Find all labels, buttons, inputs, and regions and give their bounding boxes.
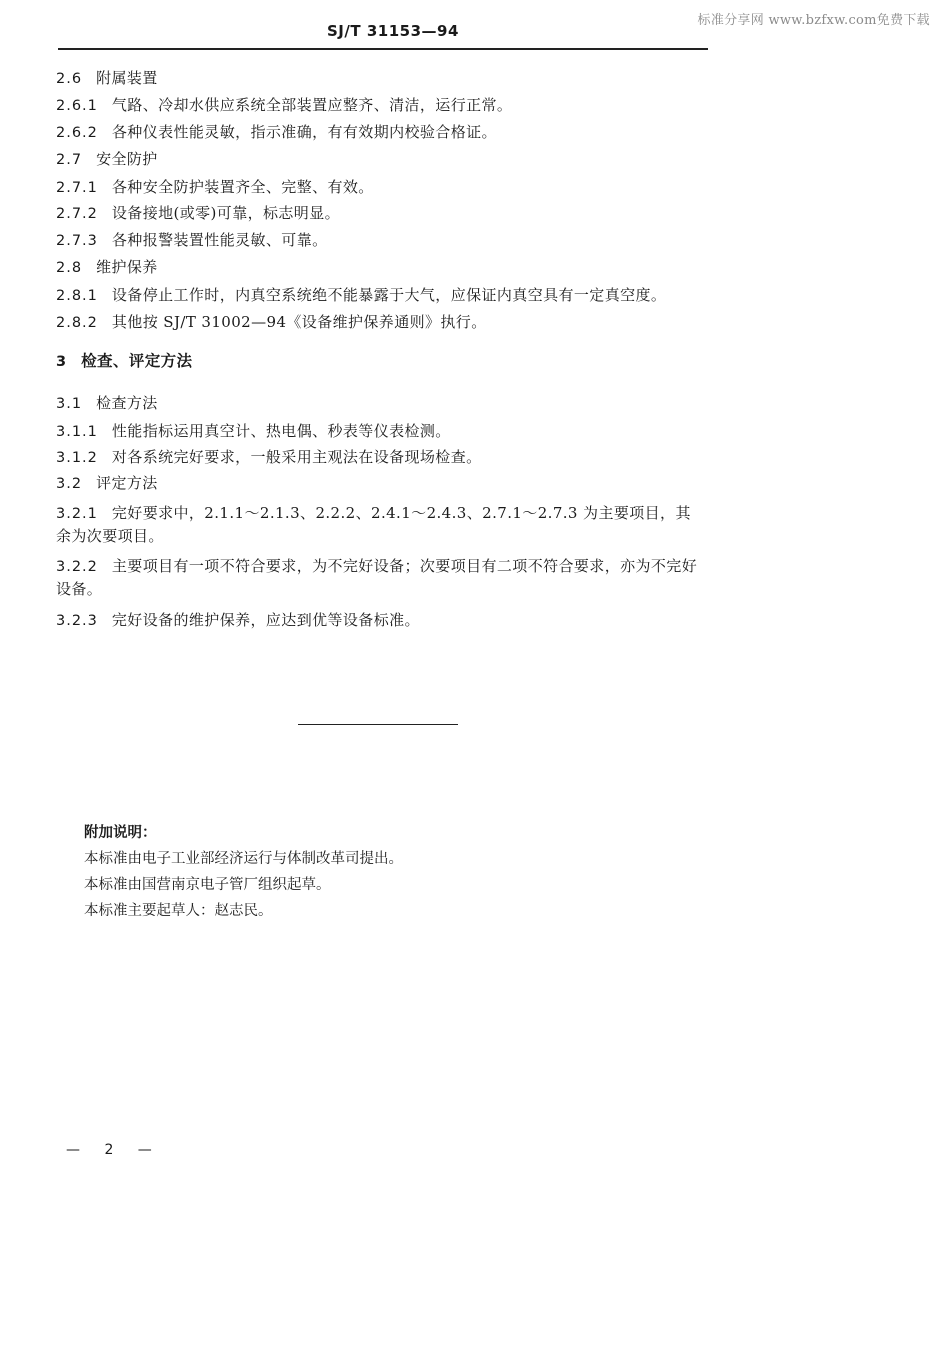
section-text: 设备停止工作时，内真空系统绝不能暴露于大气，应保证内真空具有一定真空度。 (111, 286, 667, 304)
section-text: 主要项目有一项不符合要求，为不完好设备；次要项目有二项不符合要求，亦为不完好设备。 (56, 557, 698, 598)
section-paragraph (56, 502, 706, 547)
section-line (56, 311, 487, 332)
document-code: SJ/T 31153—94 (327, 22, 459, 40)
section-number: 2.7 (56, 152, 83, 168)
section-line (56, 94, 512, 115)
section-line (56, 284, 666, 305)
section-text: 各种报警装置性能灵敏、可靠。 (111, 231, 328, 249)
section-line (56, 121, 497, 142)
section-line (56, 229, 328, 250)
section-number: 2.7.3 (56, 233, 98, 249)
chapter-number: 3 (56, 354, 68, 370)
section-line (56, 176, 374, 197)
section-number: 3.1 (56, 396, 83, 412)
section-text: 安全防护 (96, 150, 158, 168)
section-text: 设备接地(或零)可靠，标志明显。 (111, 204, 341, 222)
section-text: 检查方法 (96, 394, 158, 412)
section-text: 对各系统完好要求，一般采用主观法在设备现场检查。 (111, 448, 482, 466)
section-line (56, 446, 482, 467)
section-text: 其他按 SJ/T 31002—94《设备维护保养通则》执行。 (111, 313, 487, 331)
section-line (56, 67, 158, 88)
section-paragraph (56, 555, 706, 600)
section-text: 评定方法 (96, 474, 158, 492)
section-number: 3.1.2 (56, 450, 98, 466)
section-number: 2.6.1 (56, 98, 98, 114)
section-number: 2.6.2 (56, 125, 98, 141)
section-number: 3.2.3 (56, 613, 98, 629)
section-number: 2.8.2 (56, 315, 98, 331)
section-line (56, 472, 158, 493)
section-number: 2.8 (56, 260, 83, 276)
section-number: 2.6 (56, 71, 83, 87)
section-line (56, 202, 340, 223)
section-line (56, 392, 158, 413)
section-text: 各种仪表性能灵敏，指示准确，有有效期内校验合格证。 (111, 123, 497, 141)
section-text: 各种安全防护装置齐全、完整、有效。 (111, 178, 374, 196)
section-number: 2.7.2 (56, 206, 98, 222)
header-rule (58, 48, 708, 50)
section-number: 3.2 (56, 476, 83, 492)
watermark-text: 标准分享网 www.bzfxw.com免费下载 (697, 13, 930, 28)
note-line: 本标准由电子工业部经济运行与体制改革司提出。 (84, 851, 403, 867)
section-text: 维护保养 (96, 258, 158, 276)
section-number: 3.1.1 (56, 424, 98, 440)
section-number: 2.8.1 (56, 288, 98, 304)
section-text: 性能指标运用真空计、热电偶、秒表等仪表检测。 (111, 422, 451, 440)
section-number: 2.7.1 (56, 180, 98, 196)
section-line (56, 148, 158, 169)
section-text: 附属装置 (96, 69, 158, 87)
section-line (56, 256, 158, 277)
chapter-heading (56, 349, 192, 371)
note-line: 本标准由国营南京电子管厂组织起草。 (84, 877, 331, 893)
section-number: 3.2.2 (56, 559, 98, 575)
section-line (56, 420, 451, 441)
note-title: 附加说明： (84, 824, 157, 841)
end-rule (298, 724, 458, 725)
note-line: 本标准主要起草人：赵志民。 (84, 903, 273, 919)
section-line (56, 609, 420, 630)
section-number: 3.2.1 (56, 506, 98, 522)
section-text: 完好设备的维护保养，应达到优等设备标准。 (111, 611, 420, 629)
section-text: 完好要求中，2.1.1～2.1.3、2.2.2、2.4.1～2.4.3、2.7.1～2.7.3 为主要项目，其余为次要项目。 (56, 504, 691, 545)
page-number: — 2 — (66, 1142, 162, 1158)
section-text: 气路、冷却水供应系统全部装置应整齐、清洁，运行正常。 (111, 96, 513, 114)
chapter-title: 检查、评定方法 (81, 351, 193, 370)
